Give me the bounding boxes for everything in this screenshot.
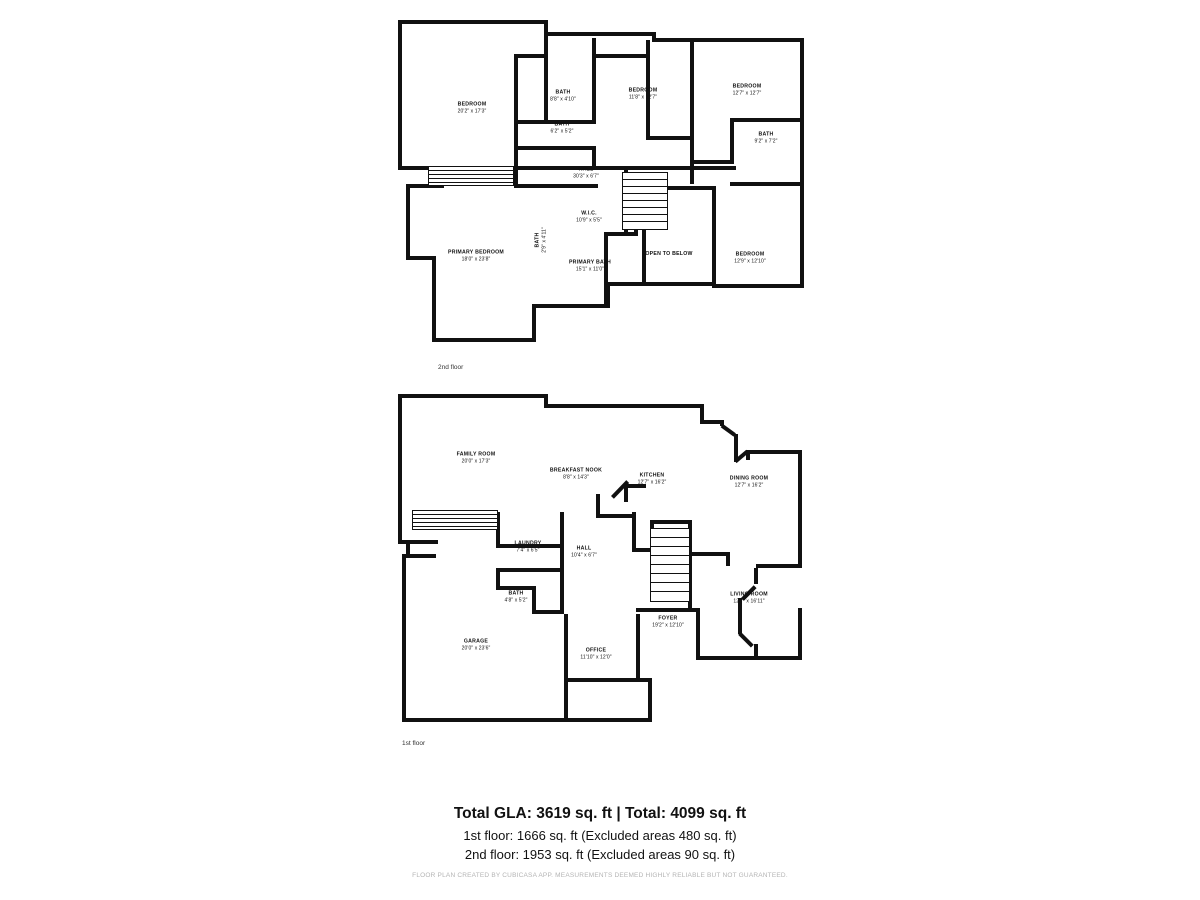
wall [544, 404, 704, 408]
wall [690, 160, 734, 164]
wall [648, 678, 652, 722]
wall [650, 520, 692, 524]
wall [754, 568, 758, 584]
wall [596, 166, 736, 170]
wall [398, 540, 438, 544]
wall [432, 338, 536, 342]
wall [432, 256, 436, 342]
wall [532, 308, 536, 342]
wall [592, 54, 596, 124]
wall [652, 38, 804, 42]
room-label: HALL 10'4" x 6'7" [571, 545, 597, 559]
wall [636, 614, 640, 680]
room-label: BATH 4'8" x 5'2" [504, 590, 528, 604]
staircase [622, 172, 668, 230]
wall [496, 586, 536, 590]
room-label: BEDROOM 12'7" x 12'7" [732, 83, 762, 97]
wall [798, 450, 802, 568]
second-floor-plan [396, 18, 816, 378]
wall [754, 656, 802, 660]
credit-disclaimer: FLOOR PLAN CREATED BY CUBICASA APP. MEASUREMENTS DEEMED HIGHLY RELIABLE BUT NOT GUARANTEED. [412, 872, 788, 879]
wall [726, 552, 730, 566]
wall [800, 38, 804, 288]
wall [406, 184, 410, 260]
wall [398, 20, 402, 170]
wall [560, 512, 564, 614]
wall [690, 40, 694, 164]
area-summary [0, 805, 1200, 865]
wall [632, 512, 636, 552]
floor-tag-first: 1st floor [402, 740, 426, 747]
wall [496, 568, 564, 572]
room-label: PRIMARY BATH 15'1" x 11'0" [568, 259, 612, 273]
room-label: LIVING ROOM 12'7" x 16'11" [730, 591, 768, 605]
wall [604, 232, 638, 236]
wall [514, 54, 548, 58]
wall [738, 632, 754, 648]
staircase [650, 528, 690, 602]
room-label: FOYER 19'2" x 12'10" [652, 615, 684, 629]
wall [606, 282, 610, 308]
wall [798, 608, 802, 660]
wall [730, 118, 734, 164]
room-label: BEDROOM 12'9" x 12'10" [734, 251, 766, 265]
room-label: LAUNDRY 7'4" x 6'5" [514, 540, 542, 554]
staircase-left [412, 510, 498, 530]
room-label: GARAGE 20'0" x 23'6" [461, 638, 491, 652]
wall [398, 394, 402, 544]
wall [402, 554, 406, 722]
total-gla-line: Total GLA: 3619 sq. ft | Total: 4099 sq. ft [453, 805, 747, 822]
staircase-left [428, 166, 514, 186]
first-floor-plan [396, 392, 816, 752]
wall [564, 614, 568, 722]
wall [544, 54, 548, 124]
wall [696, 608, 700, 660]
floor-tag-second: 2nd floor [438, 364, 464, 371]
wall [646, 136, 694, 140]
wall [642, 282, 716, 286]
wall [746, 450, 802, 454]
wall [692, 552, 730, 556]
room-label: OPEN TO BELOW [645, 250, 693, 257]
wall [402, 718, 652, 722]
wall [712, 284, 804, 288]
room-label: OFFICE 11'10" x 12'0" [580, 647, 612, 661]
wall [406, 554, 436, 558]
wall [592, 54, 650, 58]
room-label: BATH 9'2" x 7'2" [754, 131, 778, 145]
wall [596, 514, 634, 518]
room-label: BEDROOM 20'2" x 17'3" [457, 101, 487, 115]
room-label: BATH 8'8" x 4'10" [550, 89, 576, 103]
wall [398, 394, 548, 398]
wall [514, 146, 596, 150]
room-label: BEDROOM 11'8" x 12'7" [628, 87, 658, 101]
room-label: BREAKFAST NOOK 8'8" x 14'3" [549, 467, 603, 481]
room-label: BATH 6'2" x 5'2" [550, 121, 574, 135]
wall [696, 656, 756, 660]
wall [730, 118, 802, 122]
wall [532, 304, 608, 308]
wall [544, 32, 656, 36]
first-floor-area-line: 1st floor: 1666 sq. ft (Excluded areas 480 sq. ft) [463, 828, 737, 843]
wall [544, 20, 548, 54]
room-label: FAMILY ROOM 20'0" x 17'3" [456, 451, 496, 465]
wall [398, 20, 548, 24]
second-floor-area-line: 2nd floor: 1953 sq. ft (Excluded areas 90 sq. ft) [464, 846, 736, 862]
wall [712, 188, 716, 288]
wall [532, 610, 564, 614]
wall [514, 54, 518, 170]
wall [730, 182, 802, 186]
wall [516, 184, 598, 188]
wall [756, 564, 802, 568]
room-label: KITCHEN 12'7" x 16'2" [637, 472, 667, 486]
room-label: W.I.C. 10'9" x 5'5" [576, 210, 602, 224]
room-label: HALL 30'3" x 6'7" [573, 166, 599, 180]
room-label: DINING ROOM 12'7" x 16'2" [729, 475, 769, 489]
room-label: BATH 2'9" x 4'11" [534, 227, 548, 253]
wall [606, 282, 644, 286]
room-label: PRIMARY BEDROOM 18'0" x 23'8" [448, 249, 504, 263]
